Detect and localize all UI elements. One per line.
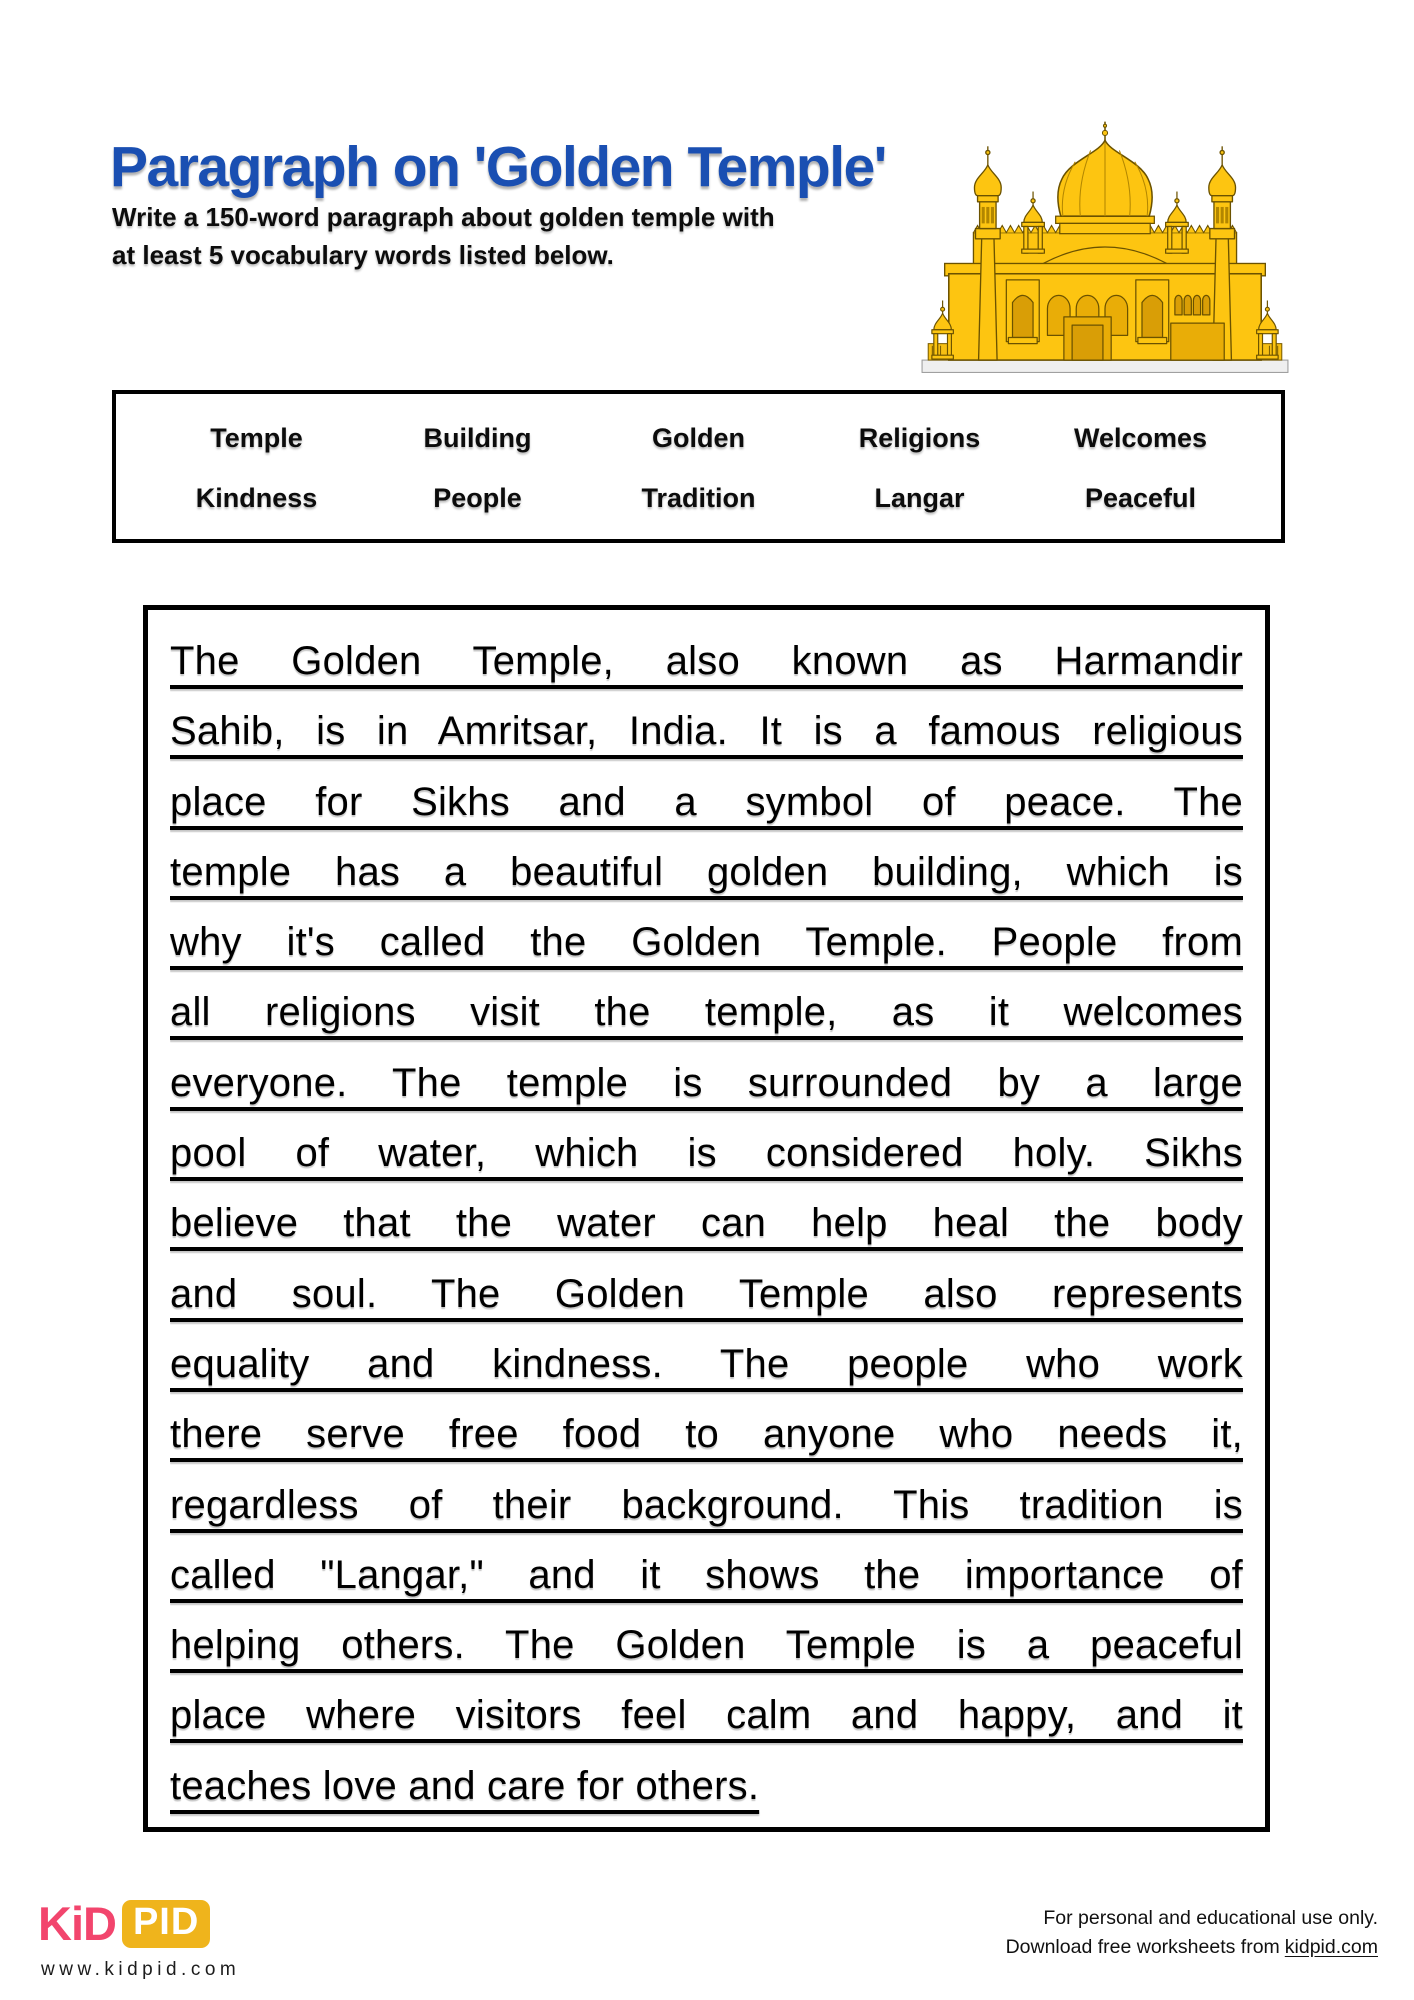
paragraph-line: and soul. The Golden Temple also represents	[170, 1271, 1243, 1316]
paragraph-line: regardless of their background. This tradition is	[170, 1482, 1243, 1527]
vocabulary-word: Kindness	[195, 483, 318, 514]
paragraph-line: equality and kindness. The people who work	[170, 1341, 1243, 1386]
paragraph-line: all religions visit the temple, as it welcomes	[170, 990, 1243, 1035]
paragraph-line: everyone. The temple is surrounded by a large	[170, 1060, 1243, 1105]
paragraph-line: believe that the water can help heal the body	[170, 1201, 1243, 1246]
usage-note-line-2-text: Download free worksheets from	[1005, 1936, 1280, 1958]
vocabulary-word: Religions	[858, 422, 981, 453]
page-title: Paragraph on 'Golden Temple'	[110, 135, 886, 199]
vocabulary-word: Peaceful	[1084, 483, 1197, 514]
paragraph-line: called "Langar," and it shows the importance of	[170, 1552, 1243, 1597]
paragraph-line: there serve free food to anyone who needs it,	[170, 1412, 1243, 1457]
paragraph-line: pool of water, which is considered holy. Sikhs	[170, 1131, 1243, 1176]
paragraph-line: The Golden Temple, also known as Harmandir	[170, 639, 1243, 683]
vocabulary-word: People	[433, 483, 522, 514]
vocabulary-word: Welcomes	[1073, 422, 1208, 453]
golden-temple-illustration	[920, 112, 1290, 380]
usage-note	[1006, 1904, 1378, 1962]
vocabulary-word: Building	[423, 422, 532, 453]
paragraph-line: place for Sikhs and a symbol of peace. The	[170, 779, 1243, 824]
paragraph-line: teaches love and care for others.	[170, 1763, 760, 1808]
usage-note-line-2	[1006, 1933, 1378, 1962]
logo-pid-badge: PID	[122, 1900, 210, 1948]
golden-temple-svg	[920, 112, 1290, 380]
kidpid-logo	[38, 1896, 240, 1981]
kidpid-link[interactable]: kidpid.com	[1284, 1936, 1378, 1958]
vocabulary-word: Golden	[652, 422, 745, 453]
website-url: www.kidpid.com	[41, 1959, 241, 1980]
instructions	[112, 198, 775, 274]
instructions-line-2: at least 5 vocabulary words listed below.	[112, 240, 614, 270]
paragraph-line: place where visitors feel calm and happy, and it	[170, 1693, 1243, 1738]
vocabulary-word: Tradition	[641, 483, 756, 514]
logo-kid-text: KiD	[38, 1897, 116, 1950]
instructions-line-1: Write a 150-word paragraph about golden temple with	[112, 202, 775, 232]
paragraph-line: Sahib, is in Amritsar, India. It is a famous religious	[170, 709, 1243, 754]
vocabulary-box	[112, 390, 1285, 543]
paragraph-line: why it's called the Golden Temple. People from	[170, 920, 1243, 965]
paragraph-line: temple has a beautiful golden building, which is	[170, 849, 1243, 894]
vocabulary-word: Langar	[874, 483, 965, 514]
paragraph-line: helping others. The Golden Temple is a peaceful	[170, 1623, 1243, 1668]
usage-note-line-1: For personal and educational use only.	[1043, 1907, 1378, 1929]
vocabulary-word: Temple	[210, 422, 303, 453]
paragraph-box	[143, 605, 1270, 1832]
